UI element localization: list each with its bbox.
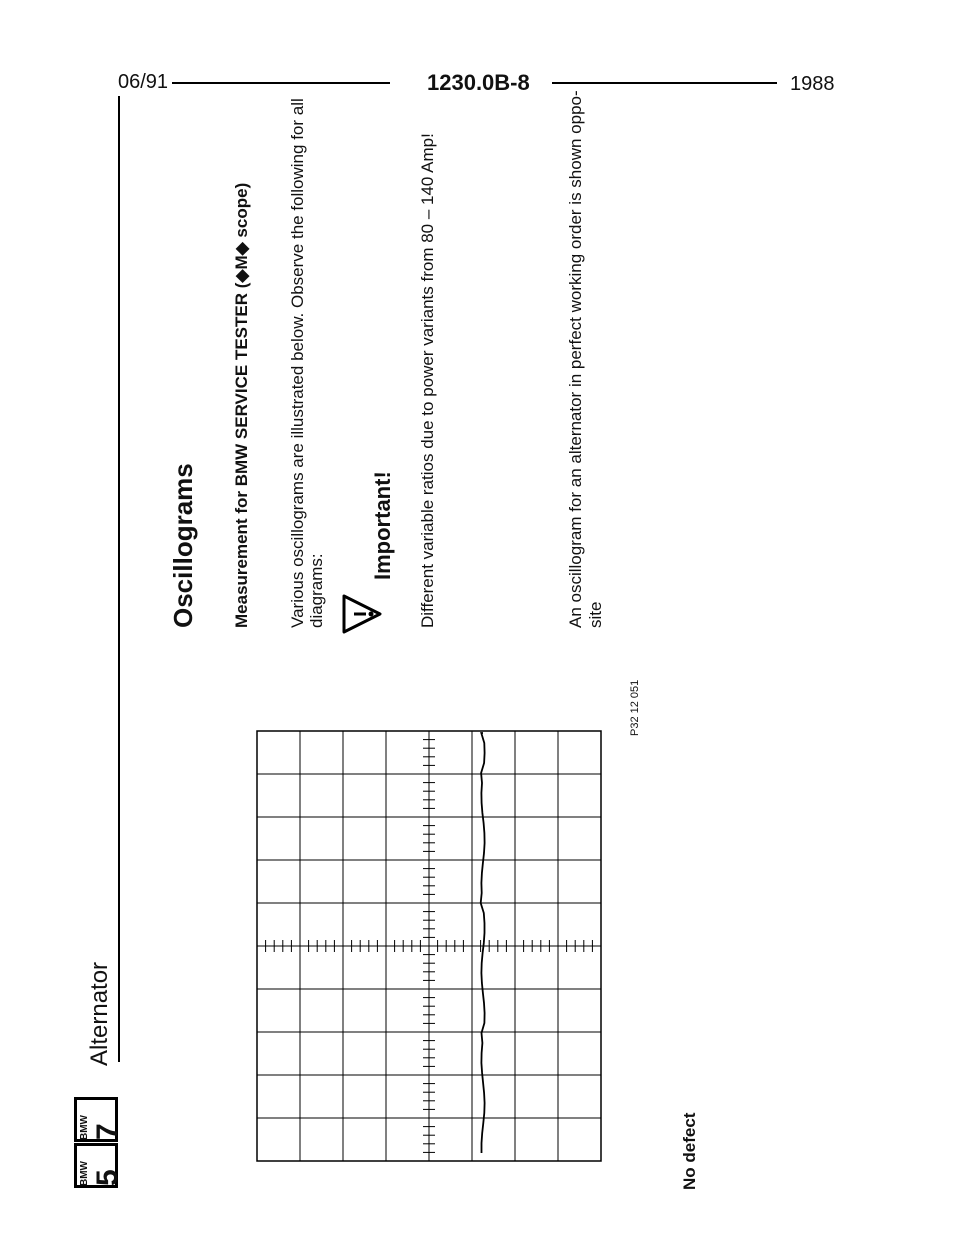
oscillogram-trace xyxy=(481,733,485,1153)
header-year: 1988 xyxy=(790,73,835,95)
margin-rule xyxy=(118,96,120,1062)
subheading: Measurement for BMW SERVICE TESTER (◆M◆ scope) xyxy=(232,182,251,628)
badge-series: 5 xyxy=(91,1169,124,1186)
header-rule-right xyxy=(552,82,777,84)
oscillogram-figure xyxy=(256,730,602,1162)
figure-code: P32 12 051 xyxy=(629,679,641,736)
intro-text-line2: diagrams: xyxy=(307,553,326,628)
section-title: Alternator xyxy=(86,961,113,1066)
model-badge-7 xyxy=(74,1097,124,1142)
figure-note-line2: site xyxy=(586,601,605,628)
badge-series: 7 xyxy=(91,1123,124,1140)
warning-triangle-icon xyxy=(340,592,384,636)
important-label: Important! xyxy=(370,471,395,580)
page-heading: Oscillograms xyxy=(168,463,198,628)
header-date: 06/91 xyxy=(118,71,169,93)
header-doc-number: 1230.0B-8 xyxy=(427,70,530,95)
important-text: Different variable ratios due to power variants from 80 – 140 Amp! xyxy=(418,133,437,628)
badge-brand: BMW xyxy=(79,1115,90,1140)
intro-text-line1: Various oscillograms are illustrated below. Observe the following for all xyxy=(288,98,307,628)
model-badge-5 xyxy=(74,1143,124,1188)
figure-caption: No defect xyxy=(680,1112,699,1190)
figure-note-line1: An oscillogram for an alternator in perfect working order is shown oppo- xyxy=(566,90,585,628)
header-rule-left xyxy=(172,82,390,84)
badge-brand: BMW xyxy=(79,1161,90,1186)
